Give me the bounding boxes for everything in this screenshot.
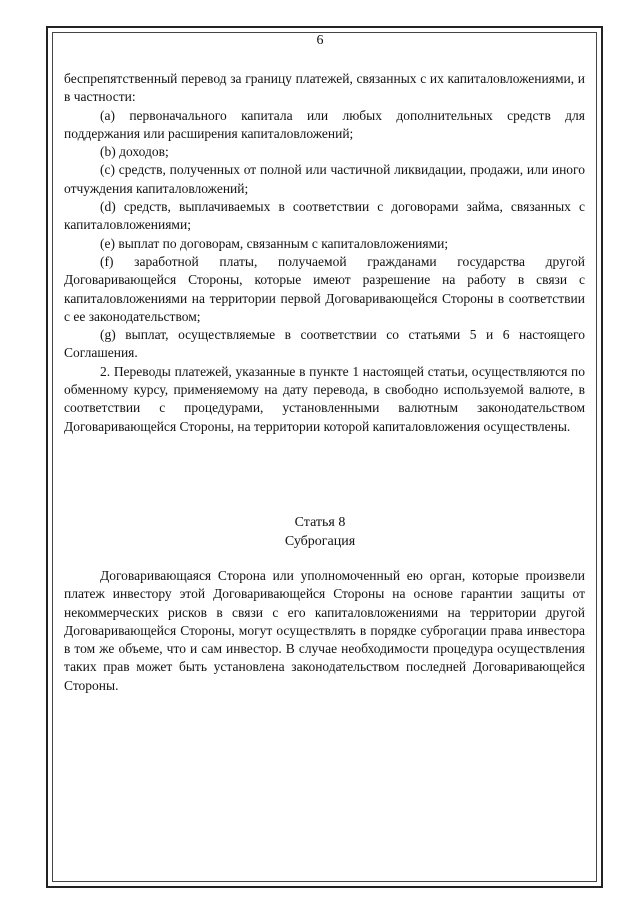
list-item: (е) выплат по договорам, связанным с капиталовложениями; (100, 235, 449, 251)
list-item: (g) выплат, осуществляемые в соответствии со статьями 5 и 6 настоящего Соглашения. (64, 327, 585, 361)
article-8-body (64, 567, 585, 695)
article-7-continuation (64, 70, 585, 436)
page-number: 6 (316, 33, 324, 48)
list-item: (b) доходов; (100, 144, 169, 160)
paragraph-2: 2. Переводы платежей, указанные в пункте 1 настоящей статьи, осуществляются по обменному курсу, применяемому на дату перевода, в свободно используемой валюте, в соответствии с процедурами, установленными валютным законодательством Договаривающейся Стороны, на территории которой капиталовложения осуществлены. (64, 363, 585, 434)
list-item: (с) средств, полученных от полной или частичной ликвидации, продажи, или иного отчуждения капиталовложений; (64, 162, 585, 196)
list-item: (а) первоначального капитала или любых дополнительных средств для поддержания или расширения капиталовложений; (64, 107, 585, 141)
article-8-heading: Статья 8 (294, 515, 346, 530)
article-8-text: Договаривающаяся Сторона или уполномоченный ею орган, которые произвели платеж инвестору этой Договаривающейся Стороны на основе гарантии защиты от некоммерческих рисков в связи с его капиталовложениями на территории другой Договаривающейся Стороны, могут осуществлять в порядке суброгации права инвестора в том же объеме, что и сам инвестор. В случае необходимости процедура осуществления таких прав может быть установлена законодательством последней Договаривающейся Стороны. (64, 568, 585, 693)
list-item: (d) средств, выплачиваемых в соответствии с договорами займа, связанных с капиталовложениями; (64, 199, 585, 233)
article-8-title: Суброгация (284, 534, 356, 549)
list-item: (f) заработной платы, получаемой гражданами государства другой Договаривающейся Стороны, которые имеют разрешение на работу в связи с капиталовложениями на территории первой Договаривающейся Стороны в соответствии с ее законодательством; (64, 253, 585, 324)
article-7-lead-text: беспрепятственный перевод за границу платежей, связанных с их капиталовложениями, и в частности: (64, 71, 585, 105)
